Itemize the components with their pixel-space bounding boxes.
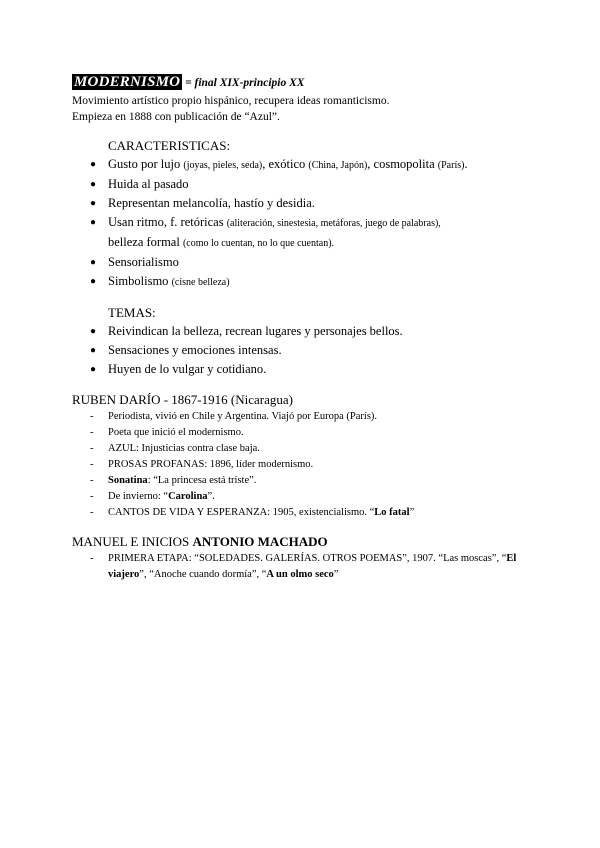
temas-list (72, 322, 542, 379)
bullet-icon: ● (90, 276, 97, 287)
list-item: ● Simbolismo (cisne belleza) (72, 272, 542, 292)
bullet-icon: ● (90, 326, 97, 337)
caracteristicas-list (72, 155, 542, 292)
list-item: ● Sensorialismo (72, 253, 542, 272)
manuel-machado-list (72, 551, 542, 583)
bullet-icon: ● (90, 257, 97, 268)
bullet-icon: ● (90, 159, 97, 170)
list-item: - De invierno: “Carolina”. (90, 491, 215, 502)
list-item: - PROSAS PROFANAS: 1896, líder modernismo. (90, 459, 314, 470)
list-item: - CANTOS DE VIDA Y ESPERANZA: 1905, existencialismo. “Lo fatal” (90, 507, 415, 518)
list-item: ● Huyen de lo vulgar y cotidiano. (72, 360, 542, 379)
title-highlight: MODERNISMO (74, 74, 181, 90)
intro-paragraph (72, 93, 542, 125)
bullet-icon: ● (90, 345, 97, 356)
ruben-dario-list (72, 409, 542, 521)
intro-line-1: Movimiento artístico propio hispánico, recupera ideas romanticismo. (72, 95, 390, 107)
list-item: - AZUL: Injusticias contra clase baja. (90, 443, 260, 454)
title-subtitle: = final XIX-principio XX (182, 77, 305, 89)
list-item: - PRIMERA ETAPA: “SOLEDADES. GALERÍAS. OTROS POEMAS”, 1907. “Las moscas”, “El viajero”, “Anoche cuando dormía”, “A un olmo seco” (90, 553, 517, 580)
document-title (72, 72, 542, 93)
list-item: ● Gusto por lujo (joyas, pieles, seda), exótico (China, Japón), cosmopolita (París). (72, 155, 542, 175)
list-item: ● Sensaciones y emociones intensas. (72, 341, 542, 360)
caracteristicas-heading: CARACTERISTICAS: (108, 138, 231, 153)
bullet-icon: ● (90, 217, 97, 228)
bullet-icon: ● (90, 179, 97, 190)
intro-line-2: Empieza en 1888 con publicación de “Azul”. (72, 111, 280, 123)
list-item: - Poeta que inició el modernismo. (90, 427, 244, 438)
list-item: ● Usan ritmo, f. retóricas (aliteración, sinestesia, metáforas, juego de palabras), belleza formal (como lo cuentan, no lo que cuentan). (90, 215, 441, 249)
list-item: ● Huida al pasado (72, 175, 542, 194)
manuel-machado-heading: MANUEL E INICIOS ANTONIO MACHADO (72, 534, 328, 549)
list-item: - Sonatina: “La princesa está triste”. (90, 475, 257, 486)
bullet-icon: ● (90, 198, 97, 209)
ruben-dario-heading: RUBEN DARÍO - 1867-1916 (Nicaragua) (72, 392, 293, 407)
bullet-icon: ● (90, 364, 97, 375)
list-item: - Periodista, vivió en Chile y Argentina. Viajó por Europa (París). (90, 411, 378, 422)
document-page (72, 72, 542, 583)
list-item: ● Representan melancolía, hastío y desidia. (72, 194, 542, 213)
temas-heading: TEMAS: (108, 305, 156, 320)
list-item: ● Reivindican la belleza, recrean lugares y personajes bellos. (72, 322, 542, 341)
